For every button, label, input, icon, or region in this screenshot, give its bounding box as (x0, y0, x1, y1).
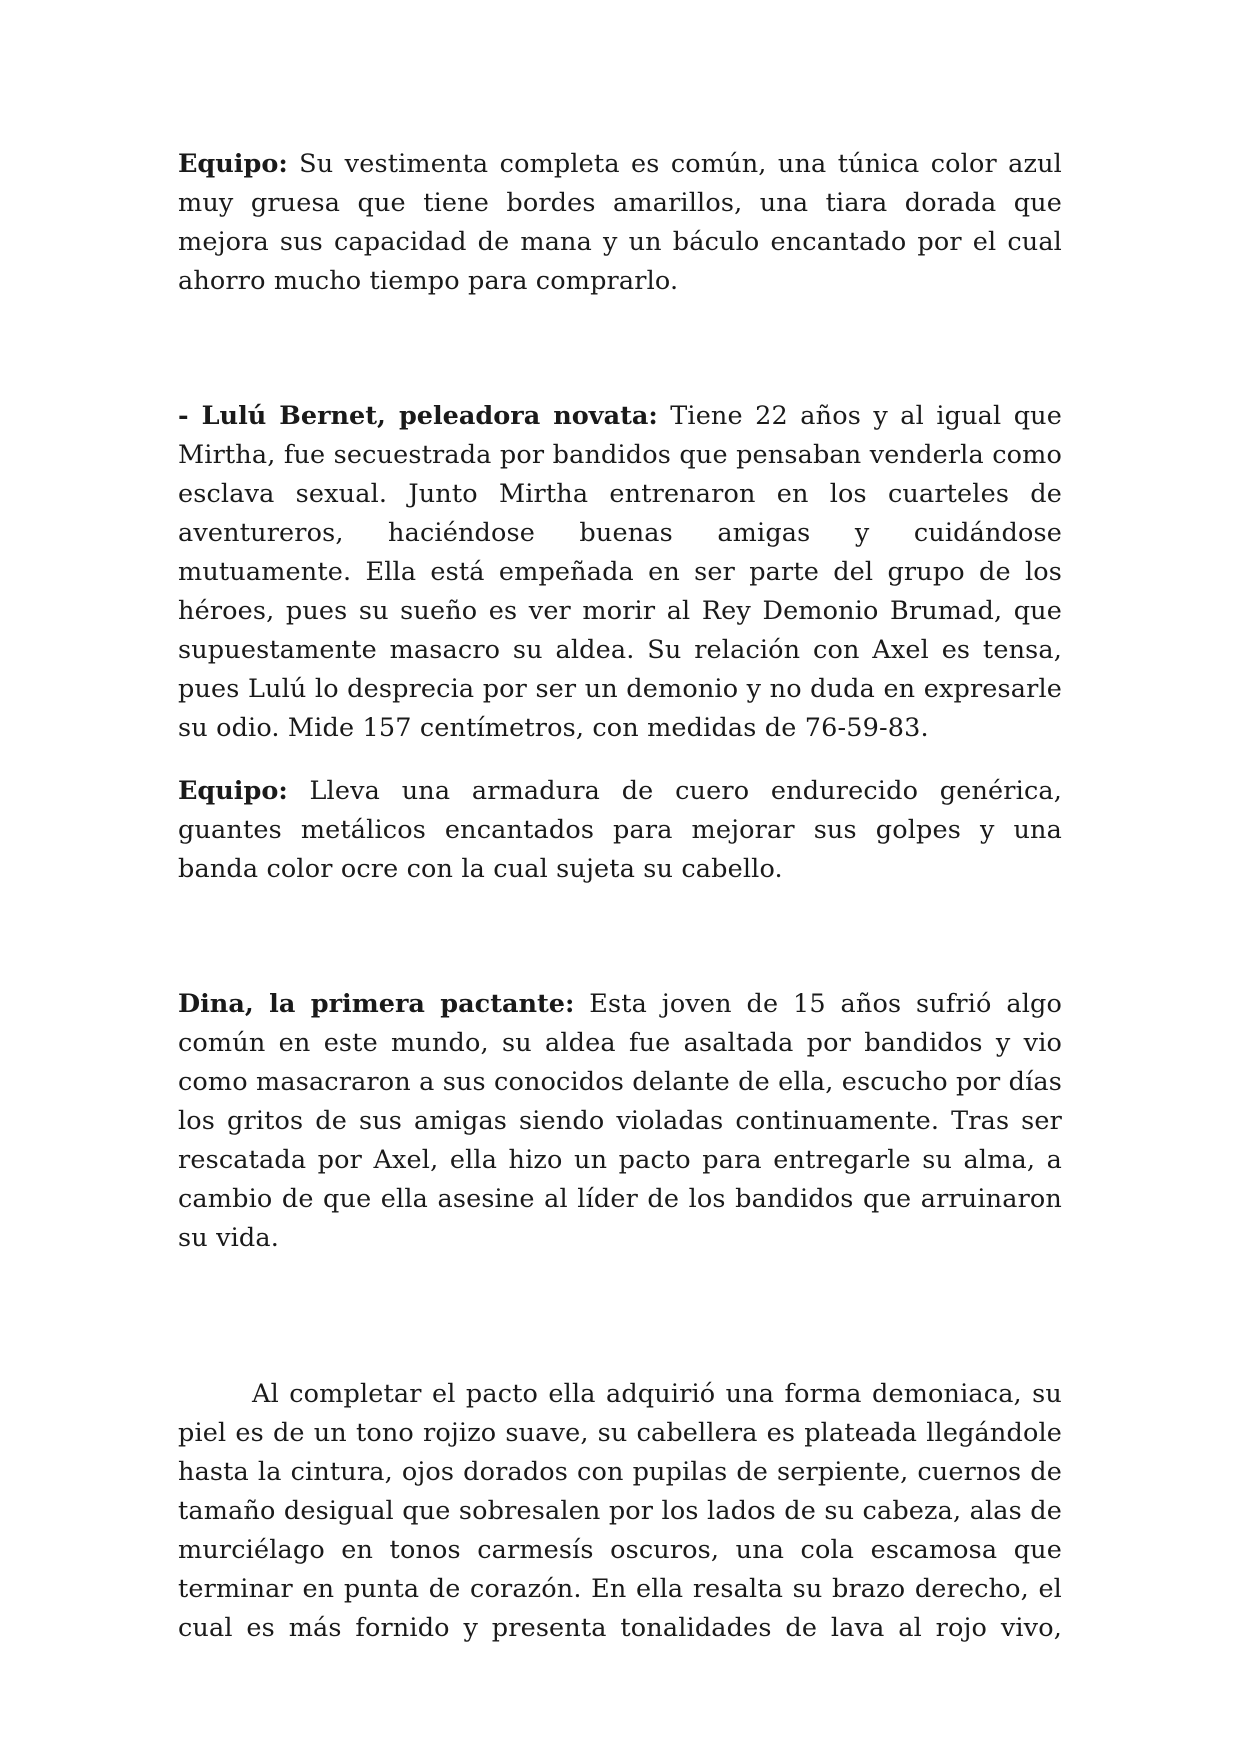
paragraph-label: - Lulú Bernet, peleadora novata: (178, 401, 658, 431)
paragraph-text: Al completar el pacto ella adquirió una forma demoniaca, su piel es de un tono rojizo suave, su cabellera es plateada llegándole hasta la cintura, ojos dorados con pupilas de serpiente, cuernos de tamaño desigual que sobresalen por los lados de su cabeza, alas de murciélago en tonos carmesís oscuros, una cola escamosa que terminar en punta de corazón. En ella resalta su brazo derecho, el cual es más fornido y presenta tonalidades de lava al rojo vivo, (178, 1379, 1062, 1643)
document-page (178, 145, 1062, 1648)
paragraph-text: Esta joven de 15 años sufrió algo común en este mundo, su aldea fue asaltada por bandidos y vio como masacraron a sus conocidos delante de ella, escucho por días los gritos de sus amigas siendo violadas continuamente. Tras ser rescatada por Axel, ella hizo un pacto para entregarle su alma, a cambio de que ella asesine al líder de los bandidos que arruinaron su vida. (178, 989, 1062, 1253)
paragraph-dina (178, 985, 1062, 1258)
spacer (178, 889, 1062, 985)
paragraph-equipo-lulu (178, 772, 1062, 889)
paragraph-label: Equipo: (178, 149, 288, 179)
paragraph-text: Tiene 22 años y al igual que Mirtha, fue secuestrada por bandidos que pensaban venderla como esclava sexual. Junto Mirtha entrenaron en los cuarteles de aventureros, haciéndose buenas amigas y cuidándose mutuamente. Ella está empeñada en ser parte del grupo de los héroes, pues su sueño es ver morir al Rey Demonio Brumad, que supuestamente masacro su aldea. Su relación con Axel es tensa, pues Lulú lo desprecia por ser un demonio y no duda en expresarle su odio. Mide 157 centímetros, con medidas de 76-59-83. (178, 401, 1063, 743)
paragraph-label: Dina, la primera pactante: (178, 989, 575, 1019)
paragraph-lulu-bernet (178, 397, 1062, 748)
spacer (178, 301, 1062, 397)
paragraph-dina-form (178, 1375, 1062, 1648)
paragraph-text: Lleva una armadura de cuero endurecido genérica, guantes metálicos encantados para mejorar sus golpes y una banda color ocre con la cual sujeta su cabello. (178, 776, 1062, 884)
paragraph-equipo-mage (178, 145, 1062, 301)
spacer (178, 1258, 1062, 1375)
spacer (178, 748, 1062, 772)
paragraph-label: Equipo: (178, 776, 288, 806)
paragraph-text: Su vestimenta completa es común, una túnica color azul muy gruesa que tiene bordes amarillos, una tiara dorada que mejora sus capacidad de mana y un báculo encantado por el cual ahorro mucho tiempo para comprarlo. (178, 149, 1062, 296)
